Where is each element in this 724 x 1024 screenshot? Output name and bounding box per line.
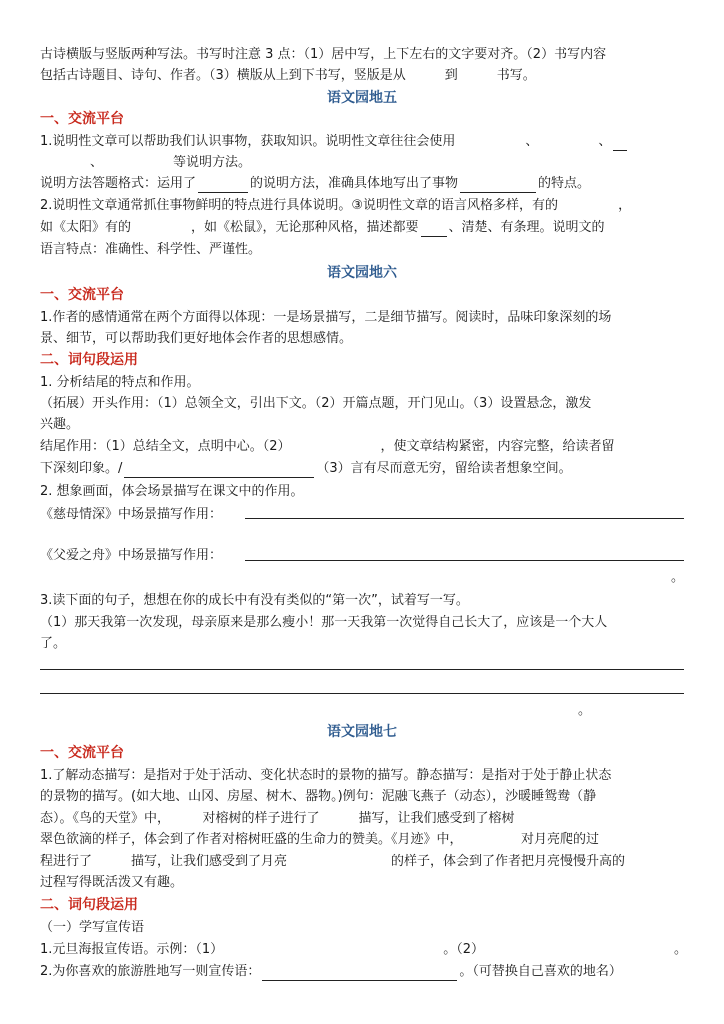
text-line: 1.了解动态描写：是指对于处于活动、变化状态时的景物的描写。静态描写：是指对于处于静止状态 xyxy=(40,768,612,783)
text-line: 1.说明性文章可以帮助我们认识事物，获取知识。说明性文章往往会使用 、 、 xyxy=(40,132,684,151)
text-line: 程进行了 描写，让我们感受到了月亮 的样子，体会到了作者把月亮慢慢升高的 xyxy=(40,854,626,869)
text-line: 过程写得既活泼又有趣。 xyxy=(40,875,184,890)
text-line: 景、细节，可以帮助我们更好地体会作者的思想感情。 xyxy=(40,331,353,346)
heading: 一、交流平台 xyxy=(40,745,124,761)
text-line: 《父爱之舟》中场景描写作用： xyxy=(40,548,223,563)
text-line: 态）。《鸟的天堂》中， 对榕树的样子进行了 描写，让我们感受到了榕树 xyxy=(40,811,567,826)
text-line: 1.元旦海报宣传语。示例：（1） 。（2） 。 xyxy=(40,942,687,957)
text-line: 的景物的描写。(如大地、山冈、房屋、树木、器物。)例句：泥融飞燕子（动态），沙暖睡鸳鸯（静 xyxy=(40,789,597,804)
text-line: 。 xyxy=(578,703,592,718)
text-line: 、 等说明方法。 xyxy=(90,155,252,170)
text-line: 包括古诗题目、诗句、作者。（3）横版从上到下书写，竖版是从 到 书写。 xyxy=(40,68,536,83)
text-line: 下深刻印象。/ （3）言有尽而意无穷，留给读者想象空间。 xyxy=(40,461,572,476)
text-line: 1.作者的感情通常在两个方面得以体现：一是场景描写，二是细节描写。阅读时，品味印象深刻的场 xyxy=(40,310,612,325)
answer-line[interactable] xyxy=(245,560,684,561)
text-line: 2.说明性文章通常抓住事物鲜明的特点进行具体说明。③说明性文章的语言风格多样，有的 ， xyxy=(40,198,632,213)
text-line: （1）那天我第一次发现，母亲原来是那么瘦小！那一天我第一次觉得自己长大了，应该是一个大人 xyxy=(40,615,608,630)
text-line: 如《太阳》有的 ，如《松鼠》，无论那种风格，描述都要 、清楚、有条理。说明文的 xyxy=(40,220,605,235)
text-line: 古诗横版与竖版两种写法。书写时注意 3 点：（1）居中写，上下左右的文字要对齐。（2）书写内容 xyxy=(40,47,607,62)
text-line: 兴趣。 xyxy=(40,417,80,432)
section-title: 语文园地六 xyxy=(327,265,397,281)
text-line: 了。 xyxy=(40,636,67,651)
section-title: 语文园地七 xyxy=(327,724,397,740)
heading: 一、交流平台 xyxy=(40,111,124,127)
answer-line[interactable] xyxy=(40,693,684,694)
text-line: （拓展）开头作用：（1）总领全文，引出下文。（2）开篇点题，开门见山。（3）设置悬念，激发 xyxy=(40,396,592,411)
text-line: 说明方法答题格式：运用了 的说明方法，准确具体地写出了事物 的特点。 xyxy=(40,176,591,191)
text-line: （一）学写宣传语 xyxy=(40,920,145,935)
text-line: 2. 想象画面，体会场景描写在课文中的作用。 xyxy=(40,484,304,499)
text-line: 结尾作用：（1）总结全文，点明中心。（2） ，使文章结构紧密，内容完整，给读者留 xyxy=(40,439,615,454)
text-line: 。 xyxy=(670,570,684,585)
heading: 二、词句段运用 xyxy=(40,352,138,368)
text-line: 3.读下面的句子，想想在你的成长中有没有类似的“第一次”，试着写一写。 xyxy=(40,593,469,608)
text-line: 翠色欲滴的样子，体会到了作者对榕树旺盛的生命力的赞美。《月迹》中， 对月亮爬的过 xyxy=(40,832,600,847)
heading: 二、词句段运用 xyxy=(40,897,138,913)
heading: 一、交流平台 xyxy=(40,287,124,303)
text-line: 《慈母情深》中场景描写作用： xyxy=(40,507,223,522)
text-line: 1. 分析结尾的特点和作用。 xyxy=(40,375,200,390)
answer-line[interactable] xyxy=(245,518,684,519)
text-line: 2.为你喜欢的旅游胜地写一则宣传语： 。（可替换自己喜欢的地名） xyxy=(40,964,622,979)
answer-line[interactable] xyxy=(40,669,684,670)
section-title: 语文园地五 xyxy=(327,90,397,106)
text-line: 语言特点：准确性、科学性、严谨性。 xyxy=(40,242,262,257)
